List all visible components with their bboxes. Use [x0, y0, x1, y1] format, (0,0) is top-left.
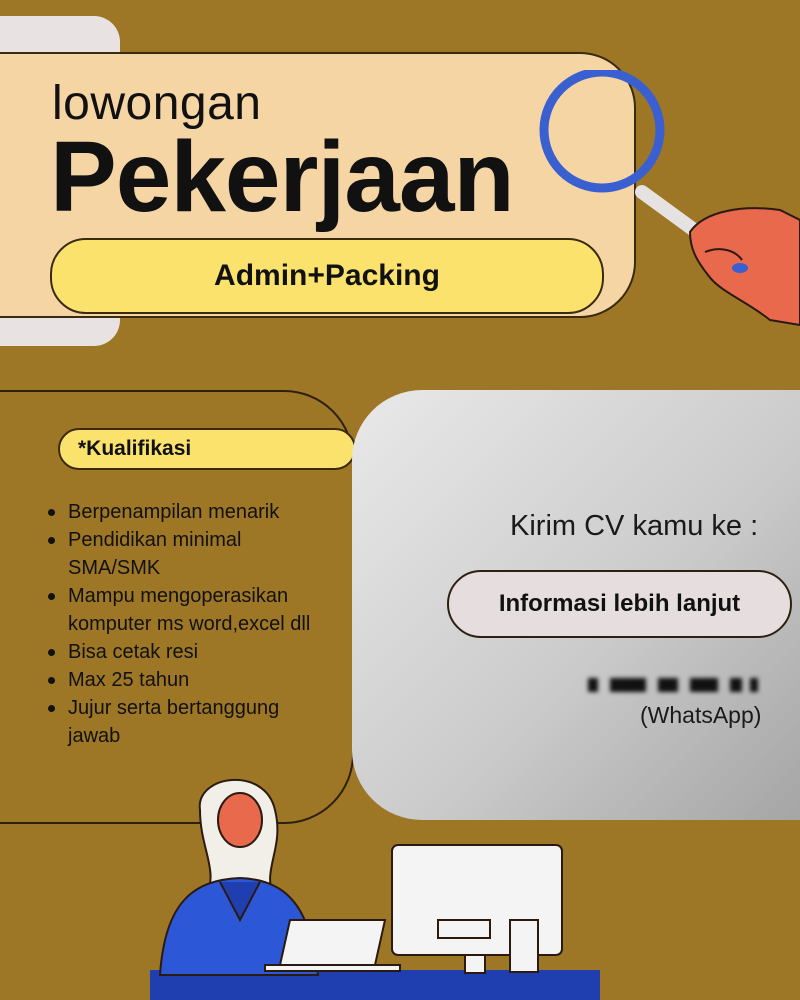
list-item: Bisa cetak resi	[46, 638, 336, 666]
list-item: Max 25 tahun	[46, 666, 336, 694]
title-lowongan: lowongan	[52, 77, 262, 130]
title-pekerjaan: Pekerjaan	[50, 121, 514, 233]
list-item: Pendidikan minimal SMA/SMK	[46, 526, 336, 582]
more-info-label: Informasi lebih lanjut	[498, 590, 741, 617]
phone-number-redacted	[588, 672, 760, 698]
list-item: Jujur serta bertanggung jawab	[46, 694, 336, 750]
qualification-heading	[58, 428, 356, 470]
send-cv-text: Kirim CV kamu ke :	[510, 510, 759, 542]
woman-at-computer-icon	[140, 770, 610, 1000]
list-item: Mampu mengoperasikan komputer ms word,excel dll	[46, 582, 336, 638]
whatsapp-label: (WhatsApp)	[640, 702, 762, 728]
magnifying-glass-icon	[530, 70, 800, 330]
list-item: Berpenampilan menarik	[46, 498, 336, 526]
more-info-pill	[447, 570, 792, 638]
job-position-pill	[50, 238, 604, 314]
qualification-list	[46, 498, 336, 750]
qualification-heading-label: *Kualifikasi	[78, 437, 192, 460]
job-position-label: Admin+Packing	[214, 259, 440, 292]
